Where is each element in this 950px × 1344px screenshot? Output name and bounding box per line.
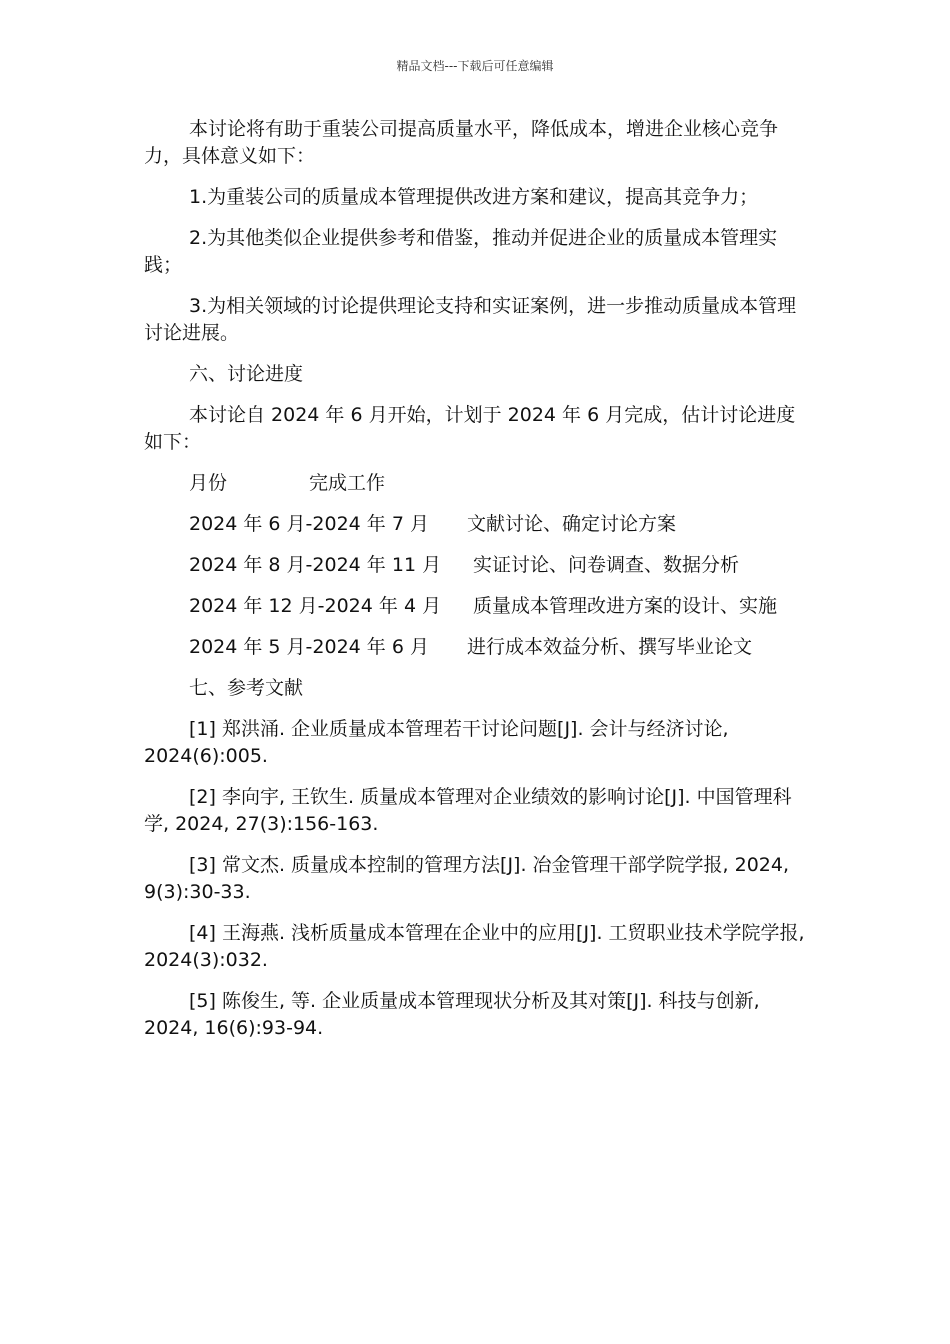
schedule-header-row xyxy=(189,470,812,497)
schedule-work: 进行成本效益分析、撰写毕业论文 xyxy=(467,636,753,658)
significance-item-3: 3.为相关领域的讨论提供理论支持和实证案例，进一步推动质量成本管理讨论进展。 xyxy=(144,295,797,344)
page-header: 精品文档---下载后可任意编辑 xyxy=(396,59,554,73)
schedule-work: 文献讨论、确定讨论方案 xyxy=(467,513,677,535)
significance-item-2: 2.为其他类似企业提供参考和借鉴，推动并促进企业的质量成本管理实践； xyxy=(144,227,778,276)
schedule-intro: 本讨论自 2024 年 6 月开始，计划于 2024 年 6 月完成，估计讨论进度如下： xyxy=(144,404,796,453)
schedule-row xyxy=(189,634,812,661)
reference-item: [2] 李向宇, 王钦生. 质量成本管理对企业绩效的影响讨论[J]. 中国管理科学, 2024, 27(3):156-163. xyxy=(144,786,792,835)
schedule-month: 2024 年 6 月-2024 年 7 月 xyxy=(189,513,429,535)
significance-item-1: 1.为重装公司的质量成本管理提供改进方案和建议，提高其竞争力； xyxy=(189,186,759,208)
schedule-work: 质量成本管理改进方案的设计、实施 xyxy=(473,595,778,617)
reference-item: [4] 王海燕. 浅析质量成本管理在企业中的应用[J]. 工贸职业技术学院学报, 2024(3):032. xyxy=(144,922,805,971)
schedule-month: 2024 年 12 月-2024 年 4 月 xyxy=(189,595,442,617)
document-body xyxy=(144,116,812,1056)
reference-item: [3] 常文杰. 质量成本控制的管理方法[J]. 冶金管理干部学院学报, 2024, 9(3):30-33. xyxy=(144,854,790,903)
schedule-month: 2024 年 5 月-2024 年 6 月 xyxy=(189,636,429,658)
schedule-work: 实证讨论、问卷调查、数据分析 xyxy=(473,554,740,576)
schedule-row xyxy=(189,593,812,620)
schedule-row xyxy=(189,511,812,538)
intro-paragraph: 本讨论将有助于重装公司提高质量水平，降低成本，增进企业核心竞争力，具体意义如下： xyxy=(144,118,779,167)
section-heading-references: 七、参考文献 xyxy=(189,677,304,699)
schedule-header-work: 完成工作 xyxy=(309,472,386,494)
section-heading-schedule: 六、讨论进度 xyxy=(189,363,304,385)
schedule-month: 2024 年 8 月-2024 年 11 月 xyxy=(189,554,442,576)
reference-item: [1] 郑洪涌. 企业质量成本管理若干讨论问题[J]. 会计与经济讨论, 2024(6):005. xyxy=(144,718,729,767)
schedule-header-month: 月份 xyxy=(189,472,228,494)
reference-item: [5] 陈俊生, 等. 企业质量成本管理现状分析及其对策[J]. 科技与创新, 2024, 16(6):93-94. xyxy=(144,990,760,1039)
schedule-row xyxy=(189,552,812,579)
